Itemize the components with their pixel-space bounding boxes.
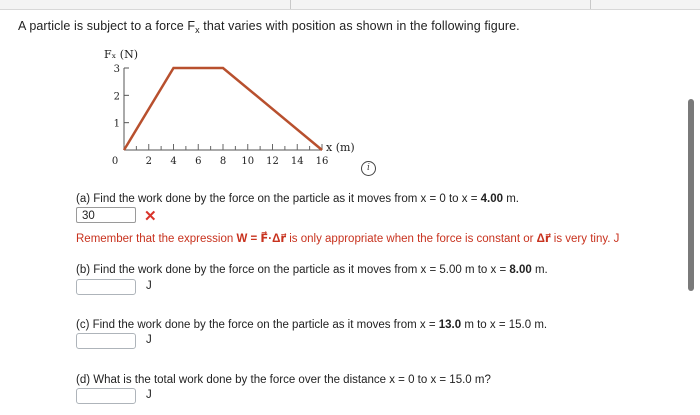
x-tick-label: 2 xyxy=(145,156,152,167)
intro-suffix: that varies with position as shown in the following figure. xyxy=(199,19,520,33)
answer-b-input[interactable] xyxy=(76,279,136,295)
answer-b-unit: J xyxy=(146,280,152,292)
x-tick-label: 8 xyxy=(219,156,227,167)
x-tick-label: 10 xyxy=(241,156,255,167)
question-c-unit: m to x = 15.0 m. xyxy=(461,319,548,331)
x-tick-label: 16 xyxy=(315,156,329,167)
info-icon[interactable]: i xyxy=(361,161,376,176)
intro-prefix: A particle is subject to a force F xyxy=(18,19,196,33)
question-b-unit: m. xyxy=(531,264,548,276)
question-c-text: (c) Find the work done by the force on the particle as it moves from x = xyxy=(76,319,439,331)
y-axis-label: Fₓ (N) xyxy=(104,48,138,61)
question-a xyxy=(76,193,519,205)
question-c xyxy=(76,319,547,331)
x-tick-label: 12 xyxy=(266,156,279,167)
x-tick-label: 6 xyxy=(195,156,202,167)
y-tick-label: 3 xyxy=(113,64,120,75)
question-d-text: (d) What is the total work done by the force over the distance x = 0 to x = 15.0 m? xyxy=(76,374,491,386)
y-tick-label: 2 xyxy=(113,91,120,103)
answer-c-unit: J xyxy=(146,334,152,346)
feedback-symbol: Δr⃗ xyxy=(536,233,551,245)
feedback-end: is very tiny. J xyxy=(550,233,620,245)
answer-d-input[interactable] xyxy=(76,388,136,404)
question-a-value: 4.00 xyxy=(480,193,503,205)
y-tick-label: 1 xyxy=(113,118,120,130)
question-c-value: 13.0 xyxy=(438,319,462,331)
answer-d-unit: J xyxy=(146,389,152,401)
feedback-message xyxy=(76,231,619,245)
force-series-line xyxy=(124,68,322,150)
question-b-text: (b) Find the work done by the force on the particle as it moves from x = 5.00 m to x = xyxy=(76,264,510,276)
answer-a-input[interactable]: 30 xyxy=(76,207,136,223)
answer-c-input[interactable] xyxy=(76,333,136,349)
x-tick-label: 4 xyxy=(170,156,177,167)
question-d xyxy=(76,374,491,386)
feedback-suffix: is only appropriate when the force is constant or xyxy=(286,233,537,245)
feedback-formula: W = F⃗·Δr⃗ xyxy=(236,233,287,245)
question-a-text: (a) Find the work done by the force on the particle as it moves from x = 0 to x = xyxy=(76,193,481,205)
x-axis-label: x (m) xyxy=(326,141,355,154)
question-b-value: 8.00 xyxy=(509,264,532,276)
x-tick-label: 14 xyxy=(290,156,304,167)
x-mark-icon: ✕ xyxy=(144,208,157,225)
question-b xyxy=(76,264,548,276)
vertical-scrollbar[interactable] xyxy=(688,99,694,291)
feedback-prefix: Remember that the expression xyxy=(76,233,237,245)
question-a-unit: m. xyxy=(503,193,519,205)
intro-subscript: x xyxy=(195,25,200,35)
x-tick-label: 0 xyxy=(111,156,119,167)
